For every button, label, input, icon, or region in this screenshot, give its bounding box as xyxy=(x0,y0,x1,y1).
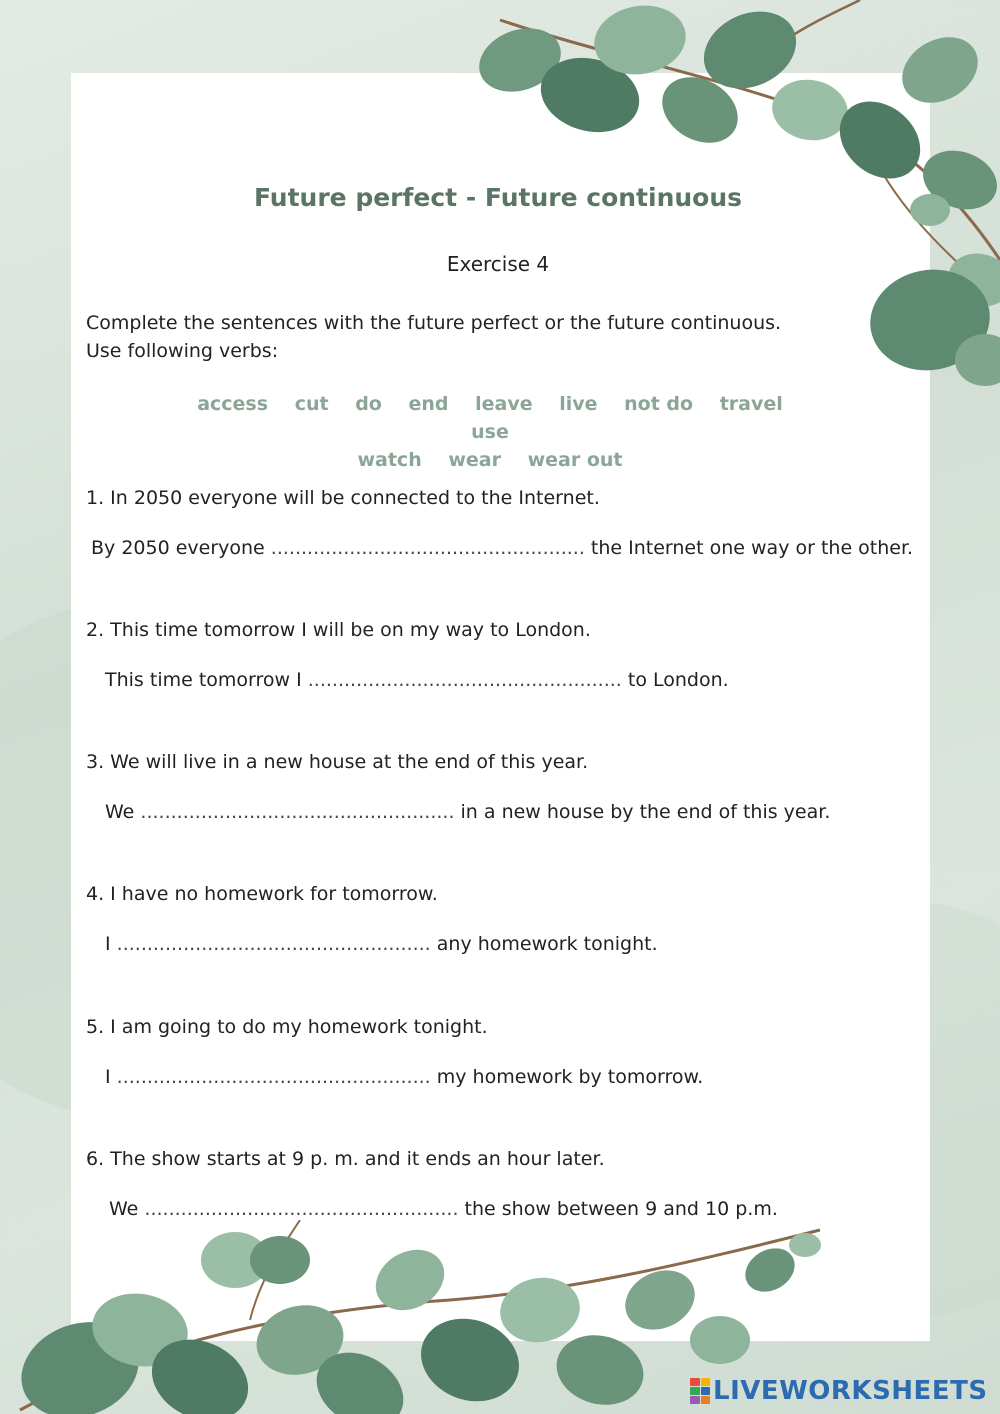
exercise-prompt: 4. I have no homework for tomorrow. xyxy=(86,883,438,905)
liveworksheets-logo-icon xyxy=(690,1378,710,1404)
exercise-prompt: 5. I am going to do my homework tonight. xyxy=(86,1016,488,1038)
exercise-answer-line xyxy=(105,801,830,823)
leaf-icon xyxy=(955,334,1000,386)
word-bank-item: not do xyxy=(624,393,694,415)
answer-text-after: the Internet one way or the other. xyxy=(590,537,914,559)
exercise-prompt: 3. We will live in a new house at the end of this year. xyxy=(86,751,589,773)
answer-blank[interactable]: .................................................... xyxy=(144,1198,459,1220)
word-bank-item: do xyxy=(355,393,382,415)
exercise-prompt: 1. In 2050 everyone will be connected to the Internet. xyxy=(86,487,600,509)
answer-blank[interactable]: .................................................... xyxy=(140,801,455,823)
liveworksheets-brand[interactable] xyxy=(690,1374,988,1408)
word-bank-item: cut xyxy=(294,393,329,415)
answer-blank[interactable]: .................................................... xyxy=(116,933,431,955)
exercise-answer-line xyxy=(105,669,729,691)
instruction-line: Complete the sentences with the future perfect or the future continuous. xyxy=(86,312,782,334)
word-bank-item: watch xyxy=(357,449,422,471)
answer-text-before: I xyxy=(105,1066,111,1088)
exercise-prompt: 2. This time tomorrow I will be on my way to London. xyxy=(86,619,591,641)
exercise-answer-line xyxy=(105,933,658,955)
answer-text-before: We xyxy=(105,801,135,823)
answer-text-after: my homework by tomorrow. xyxy=(436,1066,704,1088)
word-bank-item: access xyxy=(197,393,269,415)
instruction-line: Use following verbs: xyxy=(86,340,279,362)
exercise-prompt: 6. The show starts at 9 p. m. and it ends an hour later. xyxy=(86,1148,605,1170)
word-bank-item: travel xyxy=(719,393,783,415)
word-bank-item: wear out xyxy=(527,449,623,471)
brand-name: LIVEWORKSHEETS xyxy=(713,1376,988,1406)
answer-blank[interactable]: .................................................... xyxy=(270,537,585,559)
leaf-icon xyxy=(589,0,691,81)
exercise-answer-line xyxy=(91,537,913,559)
exercise-answer-line xyxy=(105,1066,703,1088)
answer-blank[interactable]: .................................................... xyxy=(116,1066,431,1088)
word-bank-item: leave xyxy=(475,393,533,415)
answer-text-after: in a new house by the end of this year. xyxy=(460,801,831,823)
answer-text-before: I xyxy=(105,933,111,955)
word-bank-item: wear xyxy=(448,449,501,471)
word-bank-item: end xyxy=(408,393,449,415)
answer-text-after: the show between 9 and 10 p.m. xyxy=(464,1198,778,1220)
word-bank-row xyxy=(160,446,820,474)
word-bank-item: use xyxy=(471,421,509,443)
answer-text-after: any homework tonight. xyxy=(436,933,658,955)
answer-text-after: to London. xyxy=(627,669,729,691)
answer-text-before: This time tomorrow I xyxy=(105,669,302,691)
word-bank-item: live xyxy=(559,393,598,415)
exercise-subtitle: Exercise 4 xyxy=(446,252,550,276)
exercise-answer-line xyxy=(109,1198,778,1220)
leaf-icon xyxy=(303,1338,417,1414)
page-title: Future perfect - Future continuous xyxy=(253,183,743,212)
answer-text-before: We xyxy=(109,1198,139,1220)
instructions xyxy=(86,309,906,365)
answer-text-before: By 2050 everyone xyxy=(91,537,265,559)
verb-word-bank xyxy=(160,390,820,474)
answer-blank[interactable]: .................................................... xyxy=(307,669,622,691)
word-bank-row xyxy=(160,390,820,446)
